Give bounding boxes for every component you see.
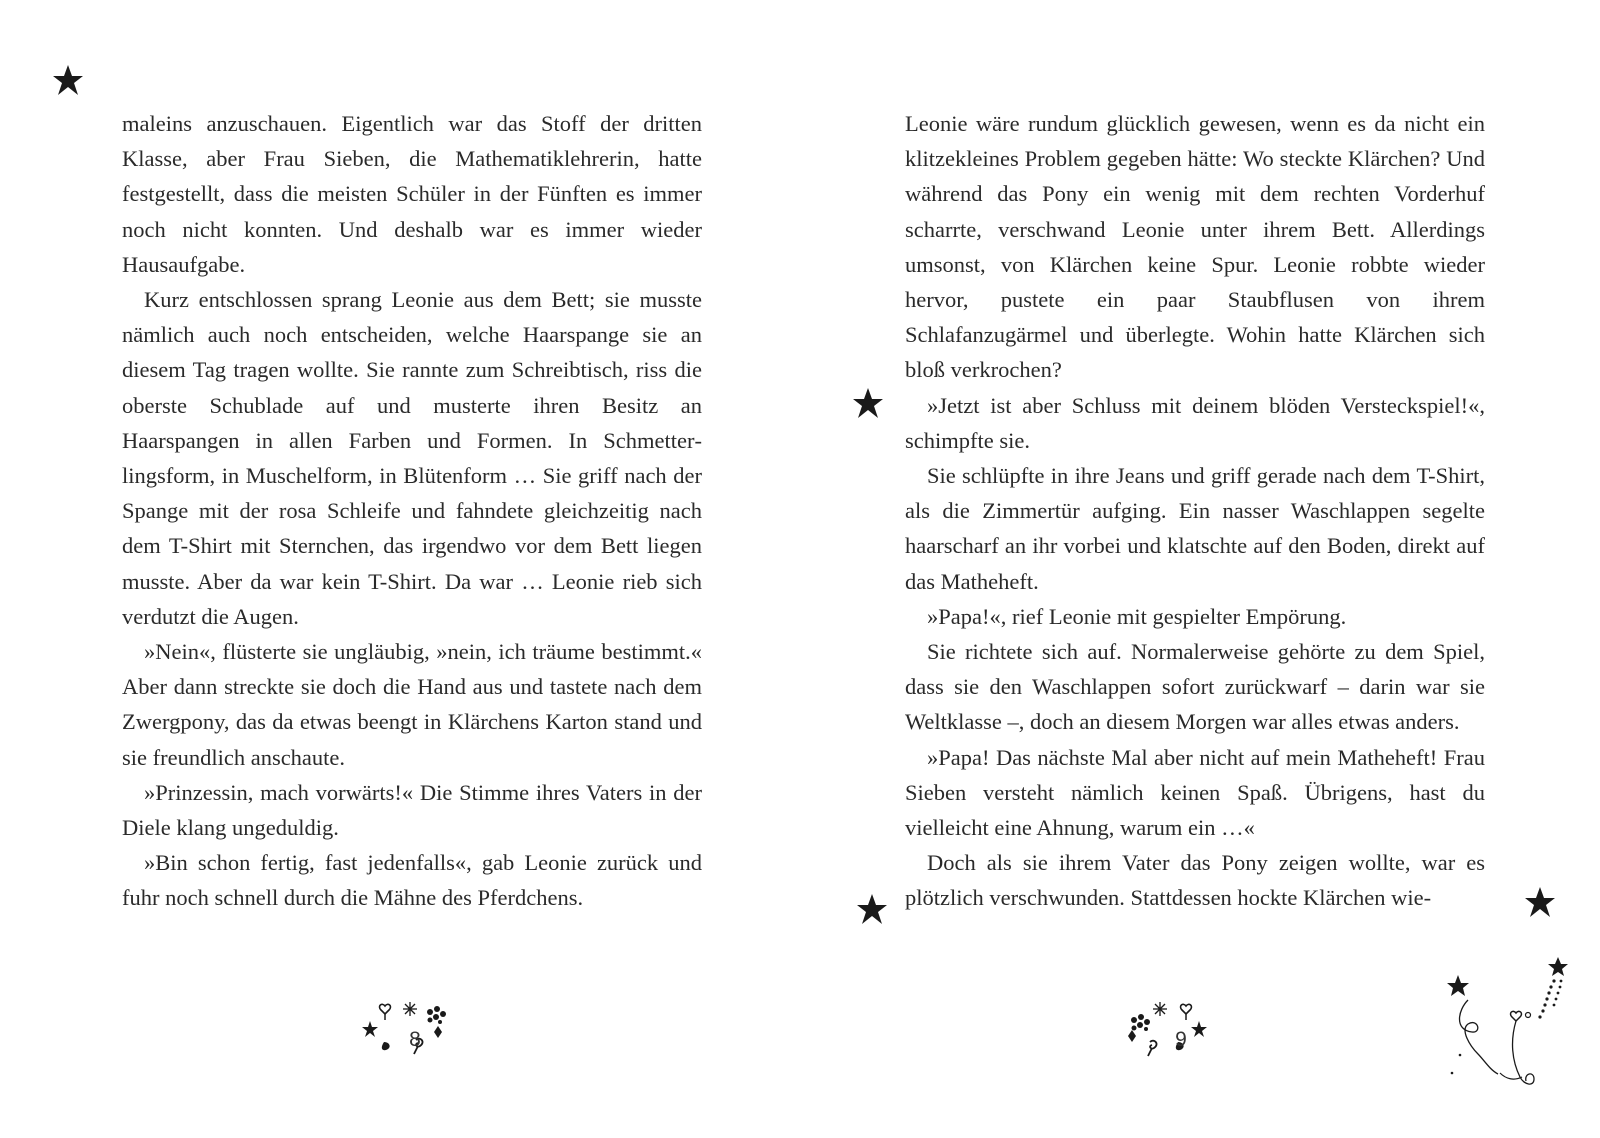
star-icon <box>52 64 84 96</box>
left-paragraph: »Bin schon fertig, fast jedenfalls«, gab Leonie zurück und fuhr noch schnell durch die Mähne des Pferdchens. <box>122 850 702 911</box>
right-page-number-block <box>1126 1000 1236 1080</box>
left-paragraph: »Prinzessin, mach vorwärts!« Die Stimme ihres Vaters in der Diele klang ungeduldig. <box>122 779 702 841</box>
right-paragraph: »Papa! Das nächste Mal aber nicht auf mein Matheheft! Frau Sieben versteht nämlich keinen Spaß. Übrigens, hast du vielleicht eine Ahnung, warum ein …« <box>905 744 1485 841</box>
left-page-number-block <box>360 1000 470 1080</box>
page-number: 9 <box>1175 1028 1187 1051</box>
right-paragraph: Sie richtete sich auf. Normalerweise gehörte zu dem Spiel, dass sie den Waschlappen sofort zurückwarf – darin war sie Weltklasse –, doch an diesem Morgen war alles etwas anders. <box>905 639 1485 735</box>
left-page-text <box>122 106 702 916</box>
page-number: 8 <box>409 1028 421 1051</box>
star-icon <box>856 893 888 925</box>
right-paragraph: Doch als sie ihrem Vater das Pony zeigen wollte, war es plötzlich verschwunden. Stattdessen hockte Klärchen wie- <box>905 850 1485 911</box>
right-paragraph: Leonie wäre rundum glücklich gewesen, wenn es da nicht ein klitzekleines Problem gegeben hätte: Wo steckte Klärchen? Und während das Pony ein wenig mit dem rechten Vorderhuf scharrte, verschwand Leonie unter ihrem Bett. Allerdings umsonst, von Klärchen keine Spur. Leonie robbte wieder hervor, pustete ein paar Staubflusen von ihrem Schlafanzugärmel und überlegte. Wohin hatte Klärchen sich bloß verkrochen? <box>905 111 1485 383</box>
right-page-text <box>905 106 1485 916</box>
right-paragraph: »Papa!«, rief Leonie mit gespielter Empörung. <box>927 603 1347 629</box>
left-paragraph: maleins anzuschauen. Eigentlich war das Stoff der dritten Klasse, aber Frau Sieben, die Mathematiklehrerin, hatte festgestellt, dass die meisten Schüler in der Fünften es immer noch nicht konnten. Und deshalb war es immer wieder Hausaufgabe. <box>122 111 702 277</box>
left-paragraph: Kurz entschlossen sprang Leonie aus dem Bett; sie musste nämlich auch noch entscheiden, welche Haarspange sie an diesem Tag tragen wollte. Sie rannte zum Schreibtisch, riss die oberste Schublade auf und musterte ihren Besitz an Haarspangen in allen Farben und Formen. In Schmetterlingsform, in Muschelform, in Blütenform … Sie griff nach der Spange mit der rosa Schleife und fahndete gleichzeitig nach dem T-Shirt mit Sternchen, das irgendwo vor dem Bett liegen musste. Aber da war kein T-Shirt. Da war … Leonie rieb sich verdutzt die Augen. <box>122 287 702 629</box>
corner-doodle-icon <box>1440 955 1590 1105</box>
right-paragraph: Sie schlüpfte in ihre Jeans und griff gerade nach dem T-Shirt, als die Zimmertür aufging. Ein nasser Waschlappen segelte haarscharf an ihr vorbei und klatschte auf den Boden, direkt auf das Matheheft. <box>905 463 1485 594</box>
right-paragraph: »Jetzt ist aber Schluss mit deinem blöden Versteckspiel!«, schimpfte sie. <box>905 392 1485 453</box>
left-paragraph: »Nein«, flüsterte sie ungläubig, »nein, ich träume bestimmt.« Aber dann streckte sie doch die Hand aus und tastete nach dem Zwergpony, das da etwas beengt in Klärchens Karton stand und sie freundlich anschaute. <box>122 639 702 770</box>
star-icon <box>1524 886 1556 918</box>
star-icon <box>852 387 884 419</box>
